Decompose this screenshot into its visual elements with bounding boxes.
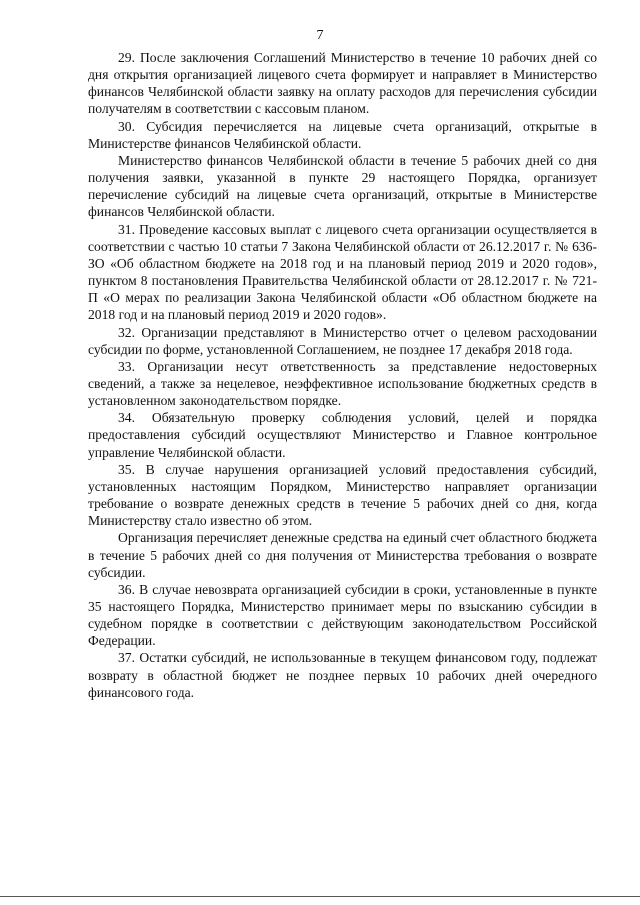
paragraph-31: 31. Проведение кассовых выплат с лицевого счета организации осуществляется в соответствии с частью 10 статьи 7 Закона Челябинской области от 26.12.2017 г. № 636-ЗО «Об областном бюджете на 2018 год и на плановый период 2019 и 2020 годов», пунктом 8 постановления Правительства Челябинской области от 28.12.2017 г. № 721-П «О мерах по реализации Закона Челябинской области «Об областном бюджете на 2018 год и на плановый период 2019 и 2020 годов».: [88, 221, 597, 323]
paragraph-30: 30. Субсидия перечисляется на лицевые счета организаций, открытые в Министерстве финансов Челябинской области.: [88, 118, 597, 151]
paragraph-33: 33. Организации несут ответственность за представление недостоверных сведений, а также за нецелевое, неэффективное использование бюджетных средств в установленном законодательством порядке.: [88, 358, 597, 409]
page-bottom-rule: [0, 896, 640, 897]
paragraph-35: 35. В случае нарушения организацией условий предоставления субсидий, установленных настоящим Порядком, Министерство направляет организации требование о возврате денежных средств в течение 5 рабочих дней со дня, когда Министерству стало известно об этом.: [88, 461, 597, 529]
document-body: [88, 49, 597, 701]
page-number: 7: [316, 28, 324, 43]
paragraph-34: 34. Обязательную проверку соблюдения условий, целей и порядка предоставления субсидий осуществляют Министерство и Главное контрольное управление Челябинской области.: [88, 410, 597, 460]
paragraph-36: 36. В случае невозврата организацией субсидии в сроки, установленные в пункте 35 настоящего Порядка, Министерство принимает меры по взысканию субсидии в судебном порядке в соответствии с действующим законодательством Российской Федерации.: [88, 581, 597, 649]
paragraph-32: 32. Организации представляют в Министерство отчет о целевом расходовании субсидии по форме, установленной Соглашением, не позднее 17 декабря 2018 года.: [88, 324, 597, 357]
paragraph-37: 37. Остатки субсидий, не использованные в текущем финансовом году, подлежат возврату в областной бюджет не позднее первых 10 рабочих дней очередного финансового года.: [88, 650, 597, 700]
paragraph-35-continued: Организация перечисляет денежные средства на единый счет областного бюджета в течение 5 рабочих дней со дня получения от Министерства требования о возврате субсидии.: [88, 530, 597, 580]
paragraph-30-continued: Министерство финансов Челябинской области в течение 5 рабочих дней со дня получения заявки, указанной в пункте 29 настоящего Порядка, организует перечисление субсидий на лицевые счета организаций, открытые в Министерстве финансов Челябинской области.: [88, 152, 597, 220]
paragraph-29: 29. После заключения Соглашений Министерство в течение 10 рабочих дней со дня открытия организацией лицевого счета формирует и направляет в Министерство финансов Челябинской области заявку на оплату расходов для перечисления субсидии получателям в соответствии с кассовым планом.: [88, 50, 597, 117]
